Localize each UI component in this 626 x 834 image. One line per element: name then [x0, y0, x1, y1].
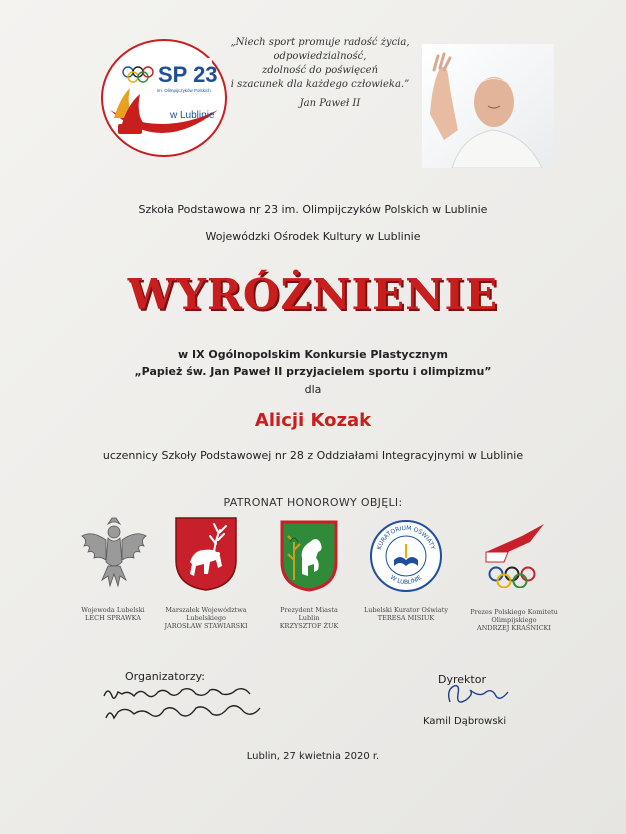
patron-role: Prezydent Miasta — [280, 606, 338, 614]
quote-line: odpowiedzialność, — [273, 51, 367, 62]
patron-caption — [254, 606, 364, 630]
quote-line: „Niech sport promuje radość życia, — [230, 37, 410, 48]
organizer-line-1: Szkoła Podstawowa nr 23 im. Olimpijczyków Polskich w Lublinie — [138, 203, 488, 216]
patron-name: ANDRZEJ KRAŚNICKI — [477, 624, 551, 632]
patron-role: Prezes Polskiego Komitetu — [470, 608, 558, 616]
patron-name: KRZYSZTOF ŻUK — [279, 622, 339, 630]
patron-role: Lubelski Kurator Oświaty — [363, 606, 449, 614]
patron-role: Lubelskiego — [186, 614, 226, 622]
organizer-line-2: Wojewódzki Ośrodek Kultury w Lublinie — [205, 230, 421, 243]
patronage-title: PATRONAT HONOROWY OBJĘLI: — [223, 496, 403, 509]
patron-caption — [459, 608, 569, 632]
patron-caption — [151, 606, 261, 630]
portrait-photo — [422, 44, 554, 168]
patron-name: JAROSŁAW STAWIARSKI — [164, 622, 248, 630]
organizers-label: Organizatorzy: — [125, 670, 206, 683]
patron-caption — [351, 606, 461, 622]
quote-author: Jan Paweł II — [299, 98, 361, 109]
quote-block — [230, 36, 410, 92]
patron-role: Olimpijskiego — [491, 616, 537, 624]
logo-text-sp23: SP 23 — [158, 62, 218, 87]
contest-name: w IX Ogólnopolskim Konkursie Plastycznym — [178, 348, 448, 361]
patron-role: Marszałek Województwa — [165, 606, 247, 614]
director-name: Kamil Dąbrowski — [423, 716, 507, 727]
quote-line: zdolność do poświęceń — [261, 65, 379, 76]
patron-name: TERESA MISIUK — [377, 614, 435, 622]
eagle-emblem-icon — [78, 516, 150, 592]
quote-line: i szacunek dla każdego człowieka.” — [230, 79, 410, 90]
patron-role: Wojewoda Lubelski — [81, 606, 145, 614]
issue-date: Lublin, 27 kwietnia 2020 r. — [246, 751, 380, 762]
director-label: Dyrektor — [438, 673, 486, 686]
contest-theme: „Papież św. Jan Paweł II przyjacielem sportu i olimpizmu” — [134, 365, 492, 378]
contest-for: dla — [304, 383, 322, 396]
school-logo — [100, 38, 228, 158]
recipient-name: Alicji Kozak — [254, 410, 372, 431]
seal-text-bottom: W LUBLINIE — [388, 574, 424, 587]
kuratorium-seal-icon — [368, 518, 444, 594]
logo-text-subtitle: im. Olimpijczyków Polskich — [157, 88, 211, 93]
director-signature — [440, 680, 514, 710]
patron-name: LECH SPRAWKA — [85, 614, 141, 622]
organizer-signatures — [100, 684, 270, 724]
polish-olympic-committee-logo-icon — [478, 522, 550, 588]
patron-role: Lublin — [298, 614, 320, 622]
logo-text-city: w Lublinie — [170, 110, 215, 121]
recipient-description: uczennicy Szkoły Podstawowej nr 28 z Oddziałami Integracyjnymi w Lublinie — [102, 449, 524, 462]
certificate-title: WYRÓŻNIENIE — [127, 270, 499, 319]
lublin-city-crest-icon — [280, 520, 338, 592]
lublin-voivodeship-crest-icon — [174, 516, 238, 592]
seal-text-top: KURATORIUM OŚWIATY — [375, 524, 437, 551]
